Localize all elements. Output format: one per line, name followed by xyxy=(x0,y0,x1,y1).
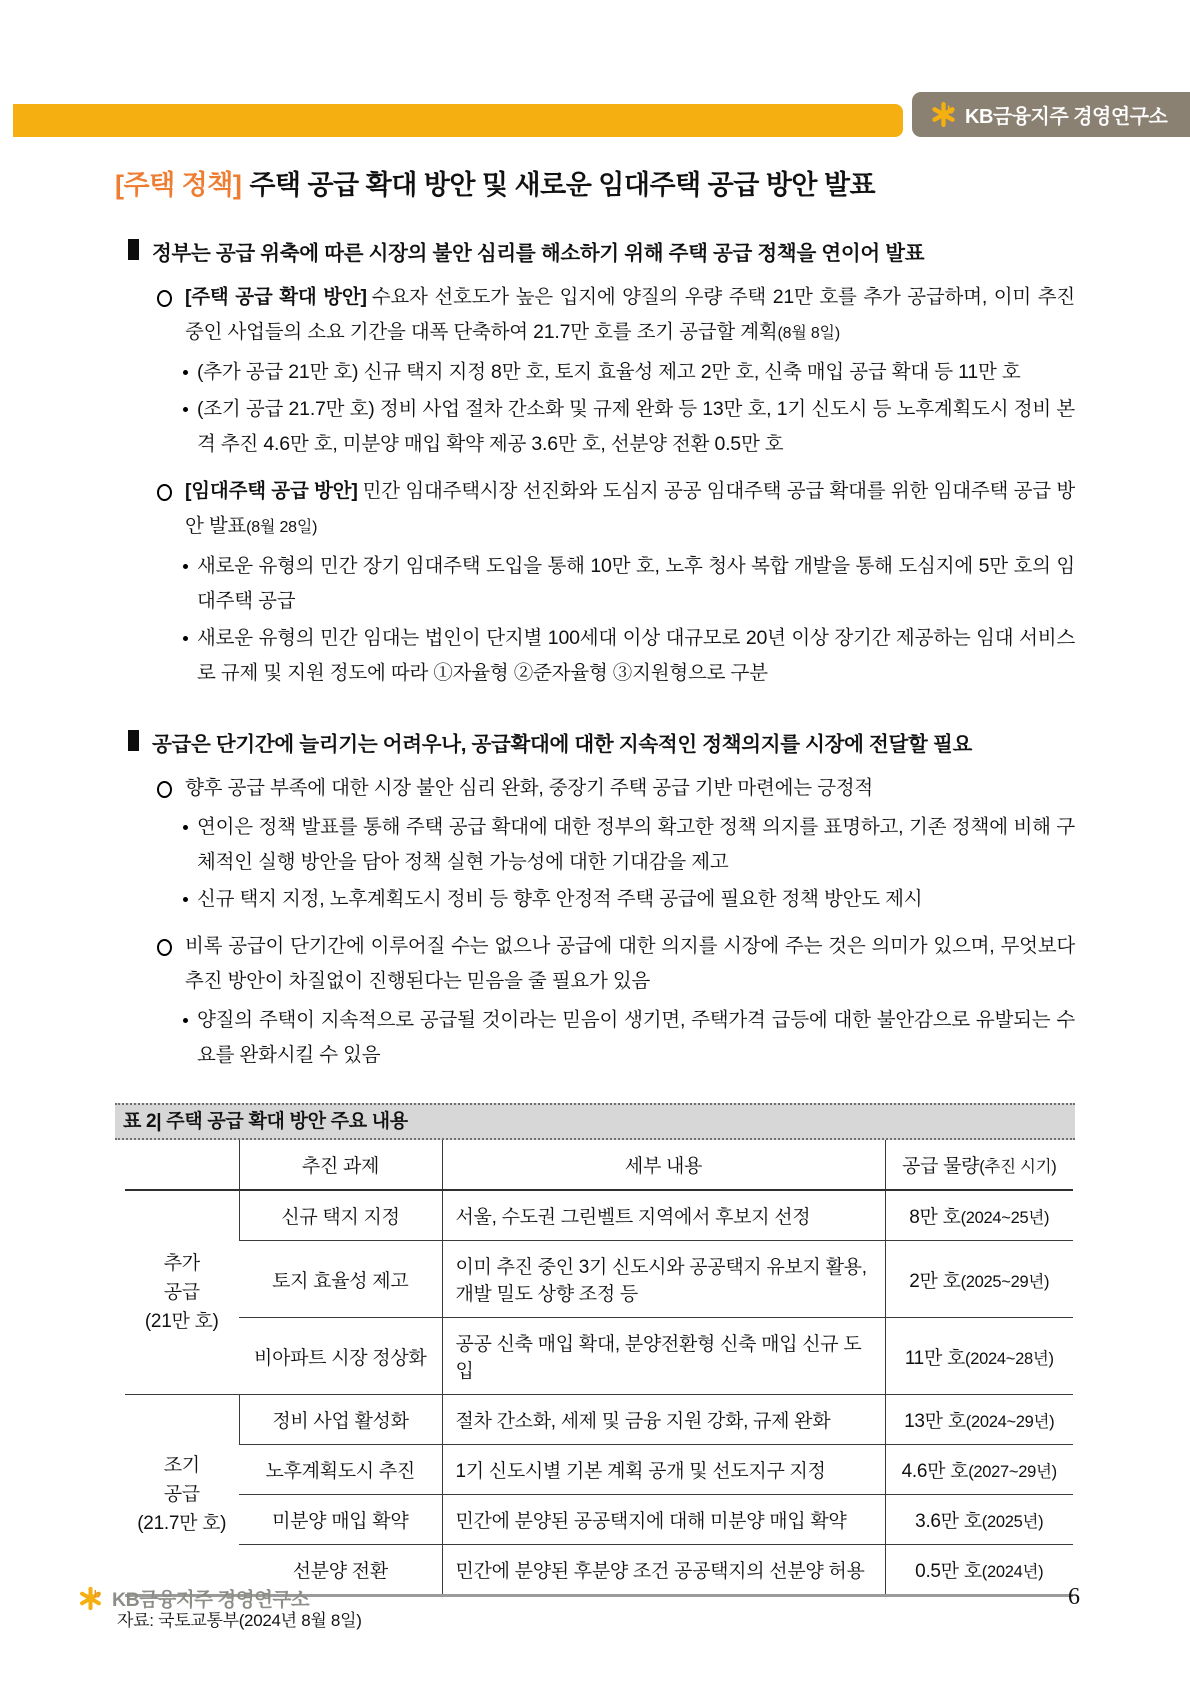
task-cell: 정비 사업 활성화 xyxy=(239,1395,442,1445)
volume-cell: 3.6만 호(2025년) xyxy=(885,1495,1073,1545)
table-source-note: 자료: 국토교통부(2024년 8월 8일) xyxy=(117,1611,362,1630)
dot-bullet-icon xyxy=(183,636,188,641)
detail-cell: 절차 간소화, 세제 및 금융 지원 강화, 규제 완화 xyxy=(442,1395,885,1445)
top-banner xyxy=(0,0,1190,137)
col-header-task: 추진 과제 xyxy=(239,1140,442,1190)
item-text: 민간 임대주택시장 선진화와 도심지 공공 임대주택 공급 확대를 위한 임대주택 공급 방안 발표 xyxy=(185,480,1075,537)
group-cell-early-supply: 조기 공급 (21.7만 호) xyxy=(125,1395,239,1596)
section1-item2 xyxy=(157,474,1075,545)
dot-bullet-icon xyxy=(183,564,188,569)
table-row xyxy=(125,1495,1073,1545)
square-bullet-icon xyxy=(128,730,139,751)
col-header-detail: 세부 내용 xyxy=(442,1140,885,1190)
volume-cell: 11만 호(2024~28년) xyxy=(885,1318,1073,1395)
section2-heading: 공급은 단기간에 늘리기는 어려우나, 공급확대에 대한 지속적인 정책의지를 시장에 전달할 필요 xyxy=(128,727,1075,757)
section2-item1-bullet2: 신규 택지 지정, 노후계획도시 정비 등 향후 안정적 주택 공급에 필요한 정책 방안도 제시 xyxy=(183,882,1075,917)
table-row xyxy=(125,1445,1073,1495)
item-text: 향후 공급 부족에 대한 시장 불안 심리 완화, 중장기 주택 공급 기반 마련에는 긍정적 xyxy=(185,777,874,799)
volume-cell: 2만 호(2025~29년) xyxy=(885,1241,1073,1318)
dot-bullet-icon xyxy=(183,1018,188,1023)
group-cell-additional-supply: 추가 공급 (21만 호) xyxy=(125,1190,239,1395)
page-number: 6 xyxy=(1068,1584,1080,1610)
dot-bullet-icon xyxy=(183,370,188,375)
report-body xyxy=(0,163,1190,1631)
col-header-volume: 공급 물량(추진 시기) xyxy=(885,1140,1073,1190)
page-title xyxy=(115,163,1075,202)
volume-cell: 4.6만 호(2027~29년) xyxy=(885,1445,1073,1495)
header-logo-text: KB금융지주 경영연구소 xyxy=(965,106,1168,128)
table-caption: 표 2| 주택 공급 확대 방안 주요 내용 xyxy=(115,1103,1075,1140)
title-text: 주택 공급 확대 방안 및 새로운 임대주택 공급 방안 발표 xyxy=(249,170,876,200)
col-header-group xyxy=(125,1140,239,1190)
footer-logo-text: KB금융지주 경영연구소 xyxy=(112,1589,310,1611)
section2-item1-bullet1: 연이은 정책 발표를 통해 주택 공급 확대에 대한 정부의 확고한 정책 의지를 표명하고, 기존 정책에 비해 구체적인 실행 방안을 담아 정책 실현 가능성에 대한 기대감을 제고 xyxy=(183,810,1075,880)
table-row xyxy=(125,1395,1073,1445)
circle-bullet-icon xyxy=(157,939,172,956)
table-header-row xyxy=(125,1140,1073,1190)
kb-star-icon xyxy=(930,101,957,128)
header-accent-bar xyxy=(13,104,903,137)
kb-star-icon xyxy=(78,1586,103,1611)
detail-cell: 민간에 분양된 공공택지에 대해 미분양 매입 확약 xyxy=(442,1495,885,1545)
footer-logo xyxy=(78,1584,309,1612)
volume-cell: 8만 호(2024~25년) xyxy=(885,1190,1073,1241)
circle-bullet-icon xyxy=(157,484,172,501)
section1-heading: 정부는 공급 위축에 따른 시장의 불안 심리를 해소하기 위해 주택 공급 정책을 연이어 발표 xyxy=(128,236,1075,266)
volume-cell: 0.5만 호(2024년) xyxy=(885,1545,1073,1596)
section2-item2 xyxy=(157,929,1075,999)
title-category-tag: [주택 정책] xyxy=(115,170,242,200)
item-date: (8월 28일) xyxy=(246,519,318,536)
detail-cell: 민간에 분양된 후분양 조건 공공택지의 선분양 허용 xyxy=(442,1545,885,1596)
circle-bullet-icon xyxy=(157,781,172,798)
volume-cell: 13만 호(2024~29년) xyxy=(885,1395,1073,1445)
section1-item1 xyxy=(157,280,1075,351)
task-cell: 신규 택지 지정 xyxy=(239,1190,442,1241)
item-date: (8월 8일) xyxy=(777,325,840,342)
section1-item2-bullet2: 새로운 유형의 민간 임대는 법인이 단지별 100세대 이상 대규모로 20년 이상 장기간 제공하는 임대 서비스로 규제 및 지원 정도에 따라 ①자율형 ②준자율형 ③지원형으로 구분 xyxy=(183,621,1075,691)
svg-text:b: b xyxy=(93,1588,101,1601)
detail-cell: 공공 신축 매입 확대, 분양전환형 신축 매입 신규 도입 xyxy=(442,1318,885,1395)
table-row xyxy=(125,1190,1073,1241)
dot-bullet-icon xyxy=(183,407,188,412)
table-row xyxy=(125,1241,1073,1318)
svg-text:b: b xyxy=(947,104,955,117)
dot-bullet-icon xyxy=(183,897,188,902)
item-tag: [주택 공급 확대 방안] xyxy=(185,286,367,308)
item-text: 수요자 선호도가 높은 입지에 양질의 우량 주택 21만 호를 추가 공급하며, 이미 추진 중인 사업들의 소요 기간을 대폭 단축하여 21.7만 호를 조기 공급할 계획 xyxy=(185,286,1075,343)
task-cell: 노후계획도시 추진 xyxy=(239,1445,442,1495)
section2-item1 xyxy=(157,771,1075,806)
section1-item2-bullet1: 새로운 유형의 민간 장기 임대주택 도입을 통해 10만 호, 노후 청사 복합 개발을 통해 도심지에 5만 호의 임대주택 공급 xyxy=(183,549,1075,619)
table-row xyxy=(125,1318,1073,1395)
section2-item2-bullet1: 양질의 주택이 지속적으로 공급될 것이라는 믿음이 생기면, 주택가격 급등에 대한 불안감으로 유발되는 수요를 완화시킬 수 있음 xyxy=(183,1003,1075,1073)
circle-bullet-icon xyxy=(157,290,172,307)
supply-plan-table xyxy=(125,1140,1073,1597)
task-cell: 선분양 전환 xyxy=(239,1545,442,1596)
header-logo xyxy=(912,92,1190,137)
task-cell: 토지 효율성 제고 xyxy=(239,1241,442,1318)
item-text: 비록 공급이 단기간에 이루어질 수는 없으나 공급에 대한 의지를 시장에 주는 것은 의미가 있으며, 무엇보다 추진 방안이 차질없이 진행된다는 믿음을 줄 필요가 있음 xyxy=(185,935,1075,992)
detail-cell: 1기 신도시별 기본 계획 공개 및 선도지구 지정 xyxy=(442,1445,885,1495)
section1-item1-bullet2: (조기 공급 21.7만 호) 정비 사업 절차 간소화 및 규제 완화 등 13만 호, 1기 신도시 등 노후계획도시 정비 본격 추진 4.6만 호, 미분양 매입 확약 제공 3.6만 호, 선분양 전환 0.5만 호 xyxy=(183,392,1075,462)
dot-bullet-icon xyxy=(183,825,188,830)
task-cell: 미분양 매입 확약 xyxy=(239,1495,442,1545)
detail-cell: 서울, 수도권 그린벨트 지역에서 후보지 선정 xyxy=(442,1190,885,1241)
item-tag: [임대주택 공급 방안] xyxy=(185,480,358,502)
detail-cell: 이미 추진 중인 3기 신도시와 공공택지 유보지 활용, 개발 밀도 상향 조정 등 xyxy=(442,1241,885,1318)
square-bullet-icon xyxy=(128,239,139,260)
section1-item1-bullet1: (추가 공급 21만 호) 신규 택지 지정 8만 호, 토지 효율성 제고 2만 호, 신축 매입 공급 확대 등 11만 호 xyxy=(183,355,1075,390)
task-cell: 비아파트 시장 정상화 xyxy=(239,1318,442,1395)
